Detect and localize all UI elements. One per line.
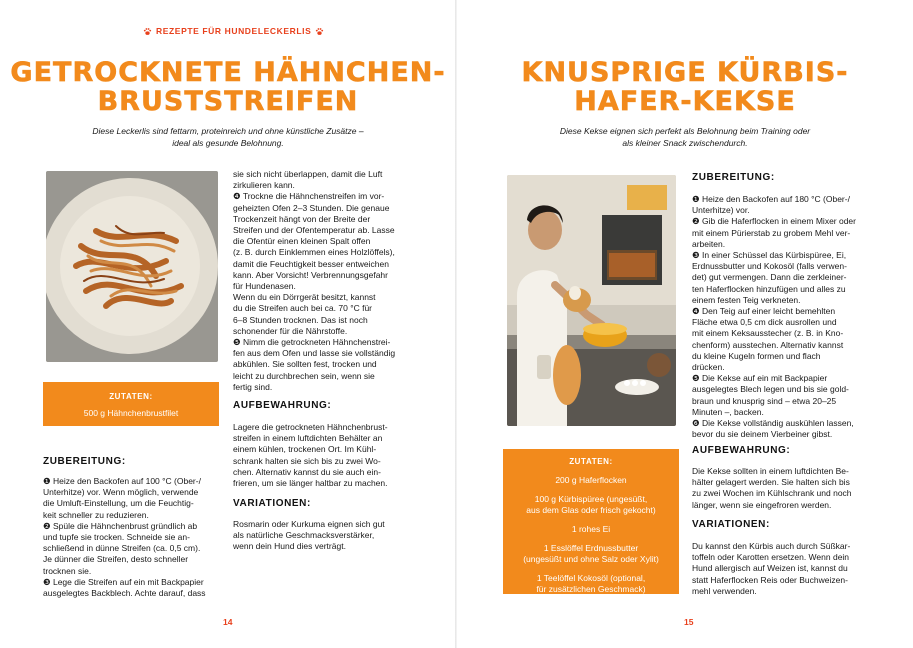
ingredient-item (503, 524, 679, 535)
ingredients-list (503, 475, 679, 595)
paw-icon (315, 27, 324, 36)
recipe-title: KNUSPRIGE KÜRBIS- HAFER-KEKSE (521, 57, 849, 117)
ingredient-item-line: für zusätzlichen Geschmack) (536, 584, 646, 594)
storage-line: hälter gelagert werden. Sie halten sich bis (692, 477, 850, 488)
preparation-text (692, 194, 882, 440)
preparation-line: ❶ Heize den Backofen auf 180 °C (Ober-/ (692, 194, 850, 204)
storage-line: Lagere die getrockneten Hähnchenbrust- (233, 422, 388, 432)
ingredient-item-line: 1 rohes Ei (571, 524, 611, 534)
preparation-line: sie sich nicht überlappen, damit die Luft (233, 169, 383, 179)
variations-line: statt Haferflocken Reis oder Buchweizen- (692, 574, 848, 585)
preparation-line: fen aus dem Ofen und lasse sie vollständig (233, 348, 396, 359)
storage-text (233, 422, 423, 489)
preparation-line: ❷ Spüle die Hähnchenbrust gründlich ab (43, 520, 198, 531)
preparation-line: Fläche etwa 0,5 cm dick ausrollen und (692, 317, 837, 328)
preparation-line: Unterhitze) vor. (692, 205, 750, 216)
preparation-line: die Ofentür einen kleinen Spalt offen (233, 236, 371, 247)
preparation-line: ❶ Heize den Backofen auf 100 °C (Ober-/ (43, 476, 201, 486)
variations-line: Hund allergisch auf Weizen ist, kannst du (692, 563, 848, 574)
ingredient-item (503, 573, 679, 595)
preparation-line: det) gut vermengen. Dann die zerkleiner- (692, 272, 847, 283)
preparation-line: keit schneller zu reduzieren. (43, 509, 149, 520)
recipe-title: GETROCKNETE HÄHNCHEN- BRUSTSTREIFEN (10, 57, 446, 117)
ingredients-heading: ZUTATEN: (109, 392, 153, 401)
preparation-text-col2 (233, 169, 423, 393)
ingredients-box (503, 449, 679, 594)
preparation-line: zirkulieren kann. (233, 180, 295, 191)
ingredients-box (43, 382, 219, 426)
variations-heading: VARIATIONEN: (233, 498, 311, 509)
variations-line: Rosmarin oder Kurkuma eignen sich gut (233, 519, 385, 529)
ingredient-item-line: 100 g Kürbispüree (ungesüßt, (534, 494, 648, 504)
preparation-line: Minuten –, backen. (692, 406, 764, 417)
variations-text (233, 519, 423, 553)
preparation-line: mit einem Keksausstecher (z. B. in Kno- (692, 328, 844, 339)
storage-text (692, 466, 882, 511)
preparation-line: abkühlen. Sie sollten fest, trocken und (233, 359, 377, 370)
storage-line: frieren, um sie länger haltbar zu machen. (233, 478, 388, 489)
preparation-line: trocknen sie. (43, 565, 92, 576)
preparation-line: Unterhitze) vor. Wenn möglich, verwende (43, 487, 199, 498)
preparation-line: Je dünner die Streifen, desto schneller (43, 554, 189, 565)
preparation-line: schonender für die Nährstoffe. (233, 325, 348, 336)
preparation-line: Streifen und der Ofentemperatur ab. Lasse (233, 225, 395, 236)
storage-line: zu zwei Wochen im Kühlschrank und noch (692, 488, 852, 499)
ingredient-item-line: (ungesüßt und ohne Salz oder Xylit) (523, 554, 659, 564)
preparation-text-col1 (43, 476, 223, 599)
preparation-heading: ZUBEREITUNG: (692, 172, 775, 183)
preparation-line: und tupfe sie trocken. Schneide sie an- (43, 532, 190, 543)
preparation-line: 6–8 Stunden trocknen. Das ist noch (233, 314, 368, 325)
preparation-line: Trockenzeit hängt von der Breite der (233, 213, 371, 224)
storage-line: einem kühlen, trockenen Ort. Im Kühl- (233, 444, 377, 455)
preparation-line: fertig sind. (233, 381, 273, 392)
preparation-line: Wenn du ein Dörrgerät besitzt, kannst (233, 292, 376, 303)
page-number: 14 (223, 617, 233, 627)
ingredient-item-line: 1 Teelöffel Kokosöl (optional, (536, 573, 646, 583)
ingredients-heading: ZUTATEN: (569, 457, 613, 466)
storage-line: schrank halten sie sich bis zu zwei Wo- (233, 455, 381, 466)
preparation-line: kann. Aber Vorsicht! Verbrennungsgefahr (233, 269, 388, 280)
left-page (0, 0, 456, 648)
preparation-line: für Hundenasen. (233, 281, 296, 292)
preparation-line: ❻ Die Kekse vollständig auskühlen lassen, (692, 418, 854, 429)
storage-line: länger, wenn sie eingefroren werden. (692, 499, 832, 510)
preparation-line: leicht zu durchbrechen sein, wenn sie (233, 370, 375, 381)
storage-heading: AUFBEWAHRUNG: (233, 400, 332, 411)
ingredient-item (503, 494, 679, 516)
preparation-line: ❺ Die Kekse auf ein mit Backpapier (692, 373, 828, 384)
variations-line: Du kannst den Kürbis auch durch Süßkar- (692, 541, 851, 551)
ingredient-item-line: 1 Esslöffel Erdnussbutter (543, 543, 639, 553)
ingredient-item-line: 200 g Haferflocken (555, 475, 627, 485)
preparation-line: du kleine Kugeln formen und flach (692, 350, 821, 361)
storage-line: chen. Alternativ kannst du sie auch ein- (233, 466, 381, 477)
variations-line: mehl verwenden. (692, 585, 757, 596)
storage-line: Die Kekse sollten in einem luftdichten Be- (692, 466, 849, 476)
preparation-line: ausgelegtes Blech legen und bis sie gold- (692, 384, 849, 395)
preparation-line: ❺ Nimm die getrockneten Hähnchenstrei- (233, 337, 391, 348)
preparation-line: ten Haferflocken hinzufügen und alles zu (692, 283, 846, 294)
running-head-text: REZEPTE FÜR HUNDELECKERLIS (156, 26, 312, 36)
preparation-line: drücken. (692, 362, 725, 373)
baking-with-dog-photo (507, 175, 676, 426)
variations-line: toffeln oder Karotten ersetzen. Wenn dein (692, 552, 850, 563)
recipe-intro: Diese Leckerlis sind fettarm, proteinreich und ohne künstliche Zusätze – ideal als gesunde Belohnung. (92, 126, 364, 148)
preparation-line: arbeiten. (692, 238, 726, 249)
running-head (143, 26, 324, 36)
ingredient-item (503, 543, 679, 565)
preparation-heading: ZUBEREITUNG: (43, 456, 126, 467)
variations-text (692, 541, 882, 597)
variations-line: als natürliche Geschmacksverstärker, (233, 530, 375, 541)
page-number: 15 (684, 617, 694, 627)
storage-heading: AUFBEWAHRUNG: (692, 445, 791, 456)
preparation-line: chenform) ausstechen. Alternativ kannst (692, 339, 844, 350)
preparation-line: (z. B. durch Einklemmen eines Holzlöffels), (233, 247, 395, 258)
preparation-line: geheizten Ofen 2–3 Stunden. Die genaue (233, 202, 390, 213)
preparation-line: einem festen Teig verkneten. (692, 294, 801, 305)
preparation-line: ❹ Trockne die Hähnchenstreifen im vor- (233, 191, 385, 202)
preparation-line: Erdnussbutter und Kokosöl (falls verwen- (692, 261, 847, 272)
right-page (457, 0, 913, 648)
preparation-line: braun und knusprig sind – etwa 20–25 (692, 395, 837, 406)
storage-line: streifen in einem luftdichten Behälter an (233, 433, 383, 444)
preparation-line: ❸ In einer Schüssel das Kürbispüree, Ei, (692, 250, 847, 261)
preparation-line: bevor du sie deinem Vierbeiner gibst. (692, 429, 833, 440)
variations-heading: VARIATIONEN: (692, 519, 770, 530)
ingredient-item: 500 g Hähnchenbrustfilet (83, 408, 179, 418)
preparation-line: ❸ Lege die Streifen auf ein mit Backpapier (43, 576, 204, 587)
preparation-line: ❷ Gib die Haferflocken in einem Mixer oder (692, 216, 856, 227)
variations-line: wenn dein Hund dies verträgt. (233, 541, 346, 552)
paw-icon (143, 27, 152, 36)
chicken-strips-photo (46, 171, 218, 362)
recipe-intro: Diese Kekse eignen sich perfekt als Belohnung beim Training oder als kleiner Snack zwischendurch. (559, 126, 811, 148)
ingredient-item-line: aus dem Glas oder frisch gekocht) (526, 505, 656, 515)
preparation-line: ❹ Den Teig auf einer leicht bemehlten (692, 306, 836, 317)
preparation-line: damit die Feuchtigkeit besser entweichen (233, 258, 389, 269)
ingredient-item (503, 475, 679, 486)
preparation-line: du die Streifen auch bei ca. 70 °C für (233, 303, 373, 314)
preparation-line: schließend in dünne Streifen (ca. 0,5 cm). (43, 543, 201, 554)
preparation-line: ausgelegtes Backblech. Achte darauf, dass (43, 588, 206, 599)
preparation-line: die Umluft-Einstellung, um die Feuchtig- (43, 498, 194, 509)
preparation-line: mit einem Pürierstab zu grobem Mehl ver- (692, 227, 851, 238)
